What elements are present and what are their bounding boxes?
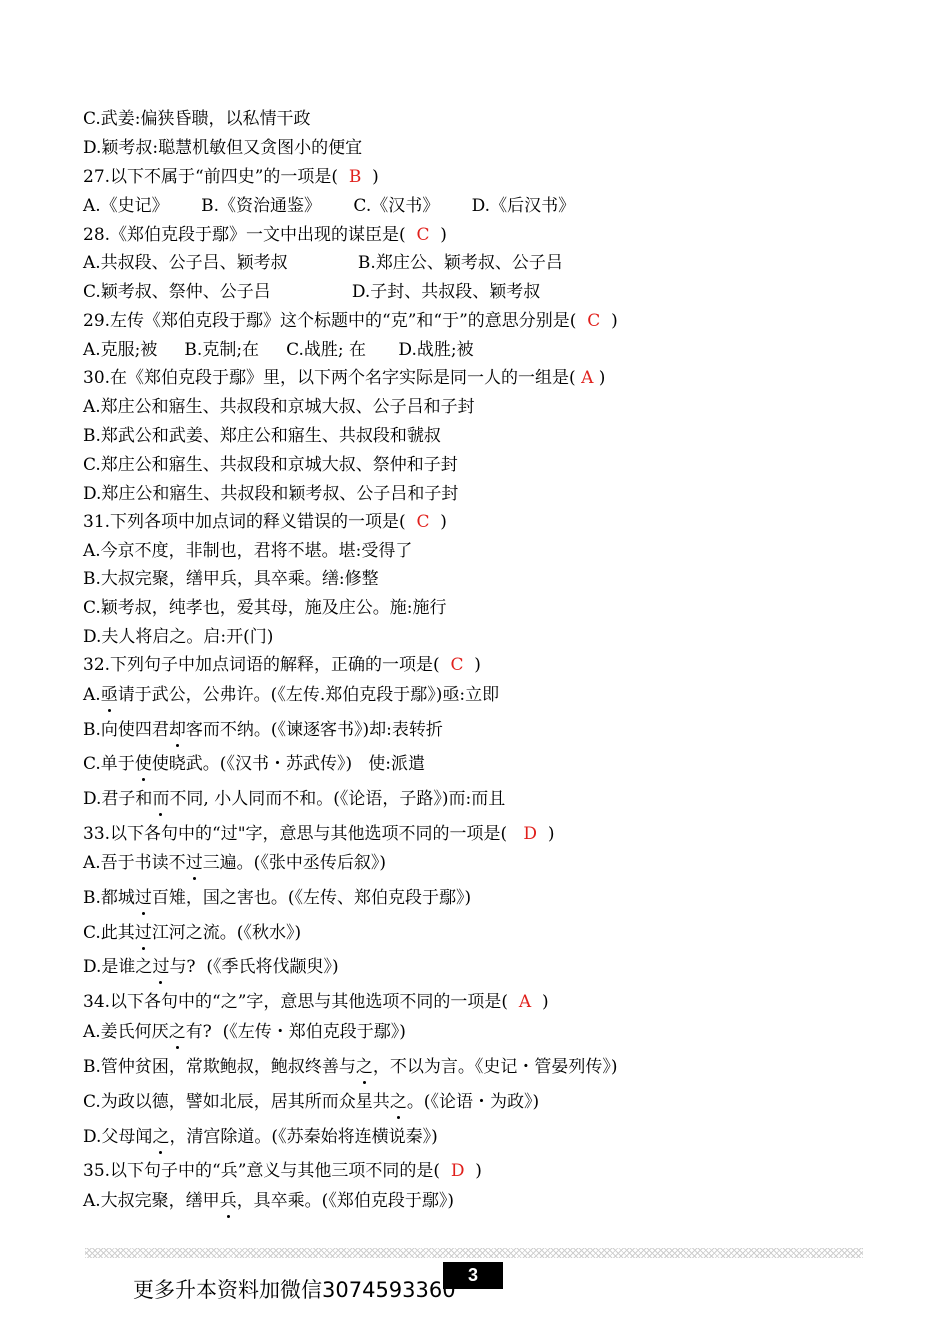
text-line (83, 195, 575, 217)
text-segment: A.郑庄公和寤生、共叔段和京城大叔、公子吕和子封 (83, 397, 475, 417)
text-segment: 。(《论语・为政》) (406, 1092, 540, 1112)
text-segment: ) (463, 655, 481, 675)
answer-letter: C (416, 225, 430, 245)
emphasized-char: 之 (168, 1022, 186, 1042)
text-segment: ) (531, 992, 549, 1012)
text-line (83, 597, 447, 619)
text-line (83, 991, 549, 1013)
emphasized-char: 过 (134, 888, 152, 908)
answer-letter: D (523, 824, 538, 844)
text-segment: ，清宫除道。(《苏秦始将连横说秦》) (169, 1127, 438, 1147)
answer-letter: C (450, 655, 464, 675)
text-line (83, 568, 379, 590)
text-segment: D.君子和 (83, 789, 153, 809)
text-segment: A.共叔段、公子吕、颖考叔 B.郑庄公、颖考叔、公子吕 (83, 253, 563, 273)
text-segment: C.为政以德，譬如北辰，居其所而众星共 (83, 1092, 390, 1112)
text-line (83, 310, 618, 332)
text-segment: C.此其 (83, 923, 135, 943)
text-line (83, 626, 273, 648)
answer-letter: A (518, 992, 532, 1012)
footer-divider (85, 1248, 863, 1258)
text-segment: C.郑庄公和寤生、共叔段和京城大叔、祭仲和子封 (83, 455, 458, 475)
text-segment: D.父母闻 (83, 1127, 153, 1147)
text-line (83, 922, 301, 944)
text-line (83, 137, 362, 159)
text-segment: 与? (《季氏将伐颛臾》) (169, 957, 339, 977)
text-segment: B.大叔完聚，缮甲兵，具卒乘。缮:修整 (83, 569, 379, 589)
text-segment: 28.《郑伯克段于鄢》一文中出现的谋臣是( (83, 225, 417, 245)
text-segment: 31.下列各项中加点词的释义错误的一项是( (83, 512, 417, 532)
text-line (83, 367, 605, 389)
text-segment: D.夫人将启之。启:开(门) (83, 627, 274, 647)
text-line (83, 425, 441, 447)
text-segment: 34.以下各句中的“之”字，意思与其他选项不同的一项是( (83, 992, 519, 1012)
text-segment: ) (537, 824, 555, 844)
text-segment: A.大叔完聚，缮甲 (83, 1191, 220, 1211)
text-line (83, 654, 481, 676)
text-segment: 请于武公，公弗许。(《左传.郑伯克段于鄢》)亟:立即 (117, 685, 500, 705)
page-number: 3 (443, 1262, 503, 1289)
emphasized-char: 过 (134, 923, 152, 943)
emphasized-char: 过 (152, 957, 170, 977)
text-segment: ) (429, 512, 447, 532)
text-segment: ，具卒乘。(《郑伯克段于鄢》) (236, 1191, 454, 1211)
text-segment: 有? (《左传・郑伯克段于鄢》) (185, 1022, 406, 1042)
text-segment: ) (464, 1161, 482, 1181)
text-segment: 27.以下不属于“前四史”的一项是( (83, 167, 349, 187)
text-segment: C.颖考叔、祭仲、公子吕 D.子封、共叔段、颖考叔 (83, 282, 541, 302)
text-line (83, 719, 443, 741)
text-segment: 客而不纳。(《谏逐客书》)却:表转折 (185, 720, 443, 740)
text-segment: ) (593, 368, 606, 388)
text-segment: A.今京不度，非制也，君将不堪。堪:受得了 (83, 541, 413, 561)
text-line (83, 1190, 454, 1212)
text-line (83, 1056, 618, 1078)
text-line (83, 281, 540, 303)
emphasized-char: 却 (168, 720, 186, 740)
text-segment: D.郑庄公和寤生、共叔段和颖考叔、公子吕和子封 (83, 484, 459, 504)
text-segment: 三遍。(《张中丞传后叙》) (202, 853, 386, 873)
answer-letter: A (581, 368, 594, 388)
text-line (83, 483, 458, 505)
text-line (83, 108, 311, 130)
text-segment: C.武姜:偏狭昏聩，以私情干政 (83, 109, 311, 129)
emphasized-char: 过 (185, 853, 203, 873)
emphasized-char: 之 (389, 1092, 407, 1112)
text-segment: A.克服;被 B.克制;在 C.战胜; 在 D.战胜;被 (83, 340, 474, 360)
text-segment: ) (600, 311, 618, 331)
answer-letter: D (450, 1161, 465, 1181)
text-line (83, 1091, 539, 1113)
text-line (83, 166, 379, 188)
text-segment: A.姜氏何厌 (83, 1022, 169, 1042)
answer-letter: C (416, 512, 430, 532)
text-line (83, 1160, 482, 1182)
emphasized-char: 亟 (100, 685, 118, 705)
text-segment: D.是谁之 (83, 957, 153, 977)
text-line (83, 753, 425, 775)
text-line (83, 1126, 438, 1148)
emphasized-char: 兵 (219, 1191, 237, 1211)
text-segment: ，不以为言。《史记・管晏列传》) (372, 1057, 618, 1077)
text-segment: A.《史记》 B.《资治通鉴》 C.《汉书》 D.《后汉书》 (83, 196, 576, 216)
text-segment: C.颖考叔，纯孝也，爱其母，施及庄公。施:施行 (83, 598, 447, 618)
text-line (83, 396, 475, 418)
text-line (83, 511, 447, 533)
footer-promo-text: 更多升本资料加微信3074593360 (133, 1278, 456, 1302)
text-segment: D.颖考叔:聪慧机敏但又贪图小的便宜 (83, 138, 363, 158)
text-segment: B.郑武公和武姜、郑庄公和寤生、共叔段和虢叔 (83, 426, 441, 446)
text-line (83, 224, 447, 246)
text-line (83, 788, 505, 810)
emphasized-char: 之 (152, 1127, 170, 1147)
text-segment: 不同, 小人同而不和。(《论语，子路》)而:而且 (169, 789, 506, 809)
text-segment: C.单于 (83, 754, 135, 774)
text-segment: B.都城 (83, 888, 135, 908)
text-segment: A. (83, 685, 101, 705)
answer-letter: C (587, 311, 601, 331)
text-segment: A.吾于书读不 (83, 853, 186, 873)
text-line (83, 852, 386, 874)
text-segment: B.向使四君 (83, 720, 169, 740)
emphasized-char: 使 (134, 754, 152, 774)
text-segment: ) (429, 225, 447, 245)
text-line (83, 1021, 406, 1043)
emphasized-char: 而 (152, 789, 170, 809)
text-segment: 32.下列句子中加点词语的解释，正确的一项是( (83, 655, 451, 675)
text-segment: 百雉，国之害也。(《左传、郑伯克段于鄢》) (151, 888, 472, 908)
text-segment: 29.左传《郑伯克段于鄢》这个标题中的“克”和“于”的意思分别是( (83, 311, 588, 331)
text-line (83, 252, 563, 274)
answer-letter: B (348, 167, 362, 187)
text-segment: 30.在《郑伯克段于鄢》里，以下两个名字实际是同一人的一组是( (83, 368, 582, 388)
text-line (83, 454, 458, 476)
text-line (83, 540, 412, 562)
text-line (83, 339, 474, 361)
text-segment: 33.以下各句中的“过"字，意思与其他选项不同的一项是( (83, 824, 524, 844)
text-segment: 使晓武。(《汉书・苏武传》) 使:派遣 (151, 754, 426, 774)
emphasized-char: 之 (355, 1057, 373, 1077)
text-segment: 35.以下句子中的“兵”意义与其他三项不同的是( (83, 1161, 451, 1181)
text-line (83, 684, 499, 706)
text-line (83, 887, 471, 909)
text-segment: 江河之流。(《秋水》) (151, 923, 302, 943)
text-line (83, 823, 554, 845)
text-segment: B.管仲贫困，常欺鲍叔，鲍叔终善与 (83, 1057, 356, 1077)
text-line (83, 956, 339, 978)
text-segment: ) (361, 167, 379, 187)
